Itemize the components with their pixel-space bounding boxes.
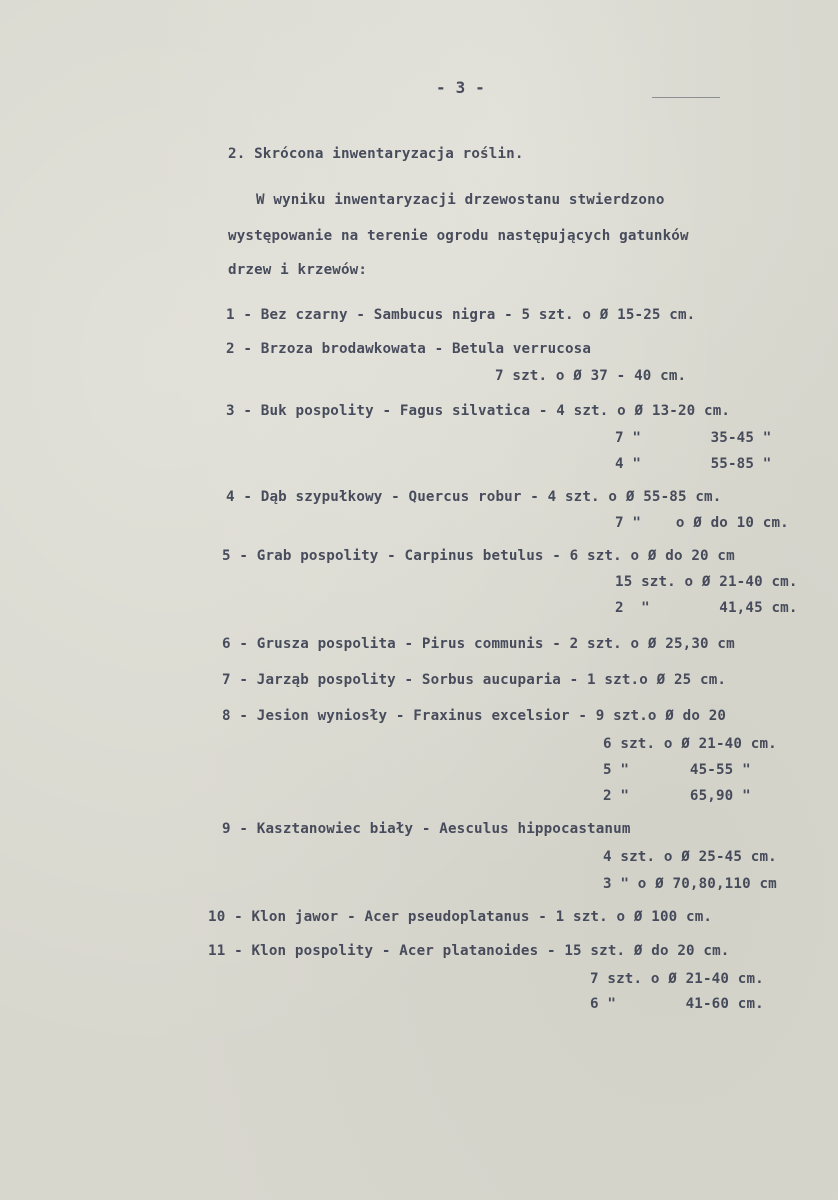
- section-heading: 2. Skrócona inwentaryzacja roślin.: [228, 146, 524, 162]
- entry-line: 2 " 41,45 cm.: [615, 600, 798, 616]
- entry-line: 4 - Dąb szypułkowy - Quercus robur - 4 szt. o Ø 55-85 cm.: [226, 489, 722, 505]
- entry-line: 4 " 55-85 ": [615, 456, 772, 472]
- entry-line: 1 - Bez czarny - Sambucus nigra - 5 szt. o Ø 15-25 cm.: [226, 307, 696, 323]
- entry-line: 9 - Kasztanowiec biały - Aesculus hippocastanum: [222, 821, 631, 837]
- entry-line: 3 - Buk pospolity - Fagus silvatica - 4 szt. o Ø 13-20 cm.: [226, 403, 731, 419]
- page-number: - 3 -: [436, 78, 485, 97]
- intro-line: występowanie na terenie ogrodu następujących gatunków: [228, 228, 689, 244]
- intro-line: W wyniku inwentaryzacji drzewostanu stwierdzono: [256, 192, 665, 208]
- entry-line: 3 " o Ø 70,80,110 cm: [603, 876, 777, 892]
- entry-line: 7 szt. o Ø 37 - 40 cm.: [495, 368, 687, 384]
- entry-line: 7 szt. o Ø 21-40 cm.: [590, 971, 764, 987]
- entry-line: 7 " 35-45 ": [615, 430, 772, 446]
- entry-line: 2 - Brzoza brodawkowata - Betula verrucosa: [226, 341, 592, 357]
- entry-line: 6 " 41-60 cm.: [590, 996, 764, 1012]
- entry-line: 6 szt. o Ø 21-40 cm.: [603, 736, 777, 752]
- entry-line: 11 - Klon pospolity - Acer platanoides - 15 szt. Ø do 20 cm.: [208, 943, 730, 959]
- intro-line: drzew i krzewów:: [228, 262, 368, 278]
- entry-line: 5 " 45-55 ": [603, 762, 751, 778]
- entry-line: 4 szt. o Ø 25-45 cm.: [603, 849, 777, 865]
- entry-line: 7 " o Ø do 10 cm.: [615, 515, 789, 531]
- entry-line: 10 - Klon jawor - Acer pseudoplatanus - 1 szt. o Ø 100 cm.: [208, 909, 713, 925]
- top-right-rule: [652, 97, 720, 98]
- entry-line: 8 - Jesion wyniosły - Fraxinus excelsior - 9 szt.o Ø do 20: [222, 708, 727, 724]
- entry-line: 6 - Grusza pospolita - Pirus communis - 2 szt. o Ø 25,30 cm: [222, 636, 735, 652]
- entry-line: 2 " 65,90 ": [603, 788, 751, 804]
- entry-line: 7 - Jarząb pospolity - Sorbus aucuparia - 1 szt.o Ø 25 cm.: [222, 672, 727, 688]
- entry-line: 15 szt. o Ø 21-40 cm.: [615, 574, 798, 590]
- entry-line: 5 - Grab pospolity - Carpinus betulus - 6 szt. o Ø do 20 cm: [222, 548, 735, 564]
